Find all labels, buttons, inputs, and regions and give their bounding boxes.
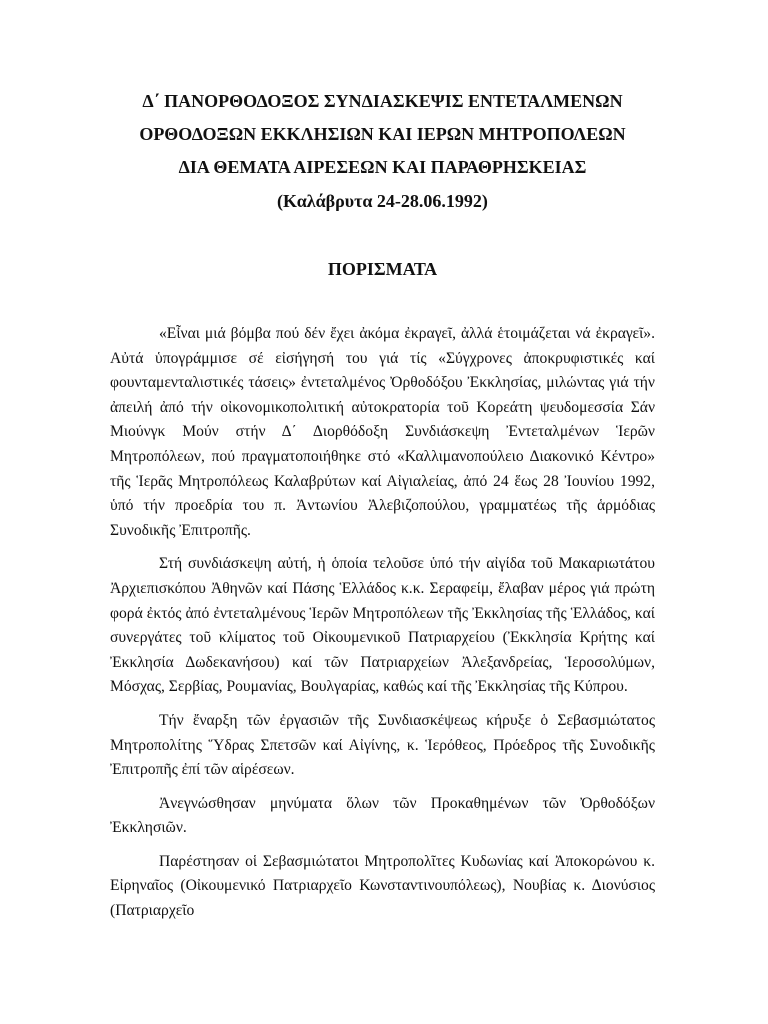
document-body [110, 322, 655, 933]
paragraph: «Εἶναι μιά βόμβα πού δέν ἔχει ἀκόμα ἐκραγεῖ, ἀλλά ἑτοιμάζεται νά ἐκραγεῖ». Αὐτά ὑπογράμμισε σέ εἰσήγησή του γιά τίς «Σύγχρονες ἀποκρυφιστικές καί φουνταμενταλιστικές τάσεις» ἐντεταλμένος Ὀρθοδόξου Ἐκκλησίας, μιλώντας γιά τήν ἀπειλή ἀπό τήν οἰκονομικοπολιτική αὐτοκρατορία τοῦ Κορεάτη ψευδομεσσία Σάν Μιούνγκ Μούν στήν Δ΄ Διορθόδοξη Συνδιάσκεψη Ἐντεταλμένων Ἱερῶν Μητροπόλεων, πού πραγματοποιήθηκε στό «Καλλιμανοπούλειο Διακονικό Κέντρο» τῆς Ἱερᾶς Μητροπόλεως Καλαβρύτων καί Αἰγιαλείας, ἀπό 24 ἕως 28 Ἰουνίου 1992, ὑπό τήν προεδρία του π. Ἀντωνίου Ἀλεβιζοπούλου, γραμματέως τῆς ἁρμόδιας Συνοδικῆς Ἐπιτροπῆς. [110, 325, 655, 539]
paragraph: Ἀνεγνώσθησαν μηνύματα ὅλων τῶν Προκαθημένων τῶν Ὀρθοδόξων Ἐκκλησιῶν. [110, 794, 655, 837]
paragraph: Τήν ἔναρξη τῶν ἐργασιῶν τῆς Συνδιασκέψεως κήρυξε ὁ Σεβασμιώτατος Μητροπολίτης Ὕδρας Σπετσῶν καί Αἰγίνης, κ. Ἱερόθεος, Πρόεδρος τῆς Συνοδικῆς Ἐπιτροπῆς ἐπί τῶν αἱρέσεων. [110, 711, 655, 779]
paragraph: Παρέστησαν οἱ Σεβασμιώτατοι Μητροπολῖτες Κυδωνίας καί Ἀποκορώνου κ. Εἰρηναῖος (Οἰκουμενικό Πατριαρχεῖο Κωνσταντινουπόλεως), Νουβίας κ. Διονύσιος (Πατριαρχεῖο [110, 852, 655, 920]
paragraph: Στή συνδιάσκεψη αὐτή, ἡ ὁποία τελοῦσε ὑπό τήν αἰγίδα τοῦ Μακαριωτάτου Ἀρχιεπισκόπου Ἀθηνῶν καί Πάσης Ἑλλάδος κ.κ. Σεραφείμ, ἔλαβαν μέρος γιά πρώτη φορά ἐκτός ἀπό ἐντεταλμένους Ἱερῶν Μητροπόλεων τῆς Ἐκκλησίας τῆς Ἑλλάδος, καί συνεργάτες τοῦ κλίματος τοῦ Οἰκουμενικοῦ Πατριαρχείου (Ἐκκλησία Κρήτης καί Ἐκκλησία Δωδεκανήσου) καί τῶν Πατριαρχείων Ἀλεξανδρείας, Ἱεροσολύμων, Μόσχας, Σερβίας, Ρουμανίας, Βουλγαρίας, καθώς καί τῆς Ἐκκλησίας τῆς Κύπρου. [110, 555, 655, 696]
section-heading: ΠΟΡΙΣΜΑΤΑ [327, 259, 438, 279]
document-title-line-2: ΟΡΘΟΔΟΞΩΝ ΕΚΚΛΗΣΙΩΝ ΚΑΙ ΙΕΡΩΝ ΜΗΤΡΟΠΟΛΕΩΝ [139, 124, 626, 144]
document-title-line-1: Δ΄ ΠΑΝΟΡΘΟΔΟΞΟΣ ΣΥΝΔΙΑΣΚΕΨΙΣ ΕΝΤΕΤΑΛΜΕΝΩΝ [142, 91, 623, 111]
document-date-line: (Καλάβρυτα 24-28.06.1992) [277, 191, 488, 211]
document-title-line-3: ΔΙΑ ΘΕΜΑΤΑ ΑΙΡΕΣΕΩΝ ΚΑΙ ΠΑΡΑΘΡΗΣΚΕΙΑΣ [178, 157, 587, 177]
